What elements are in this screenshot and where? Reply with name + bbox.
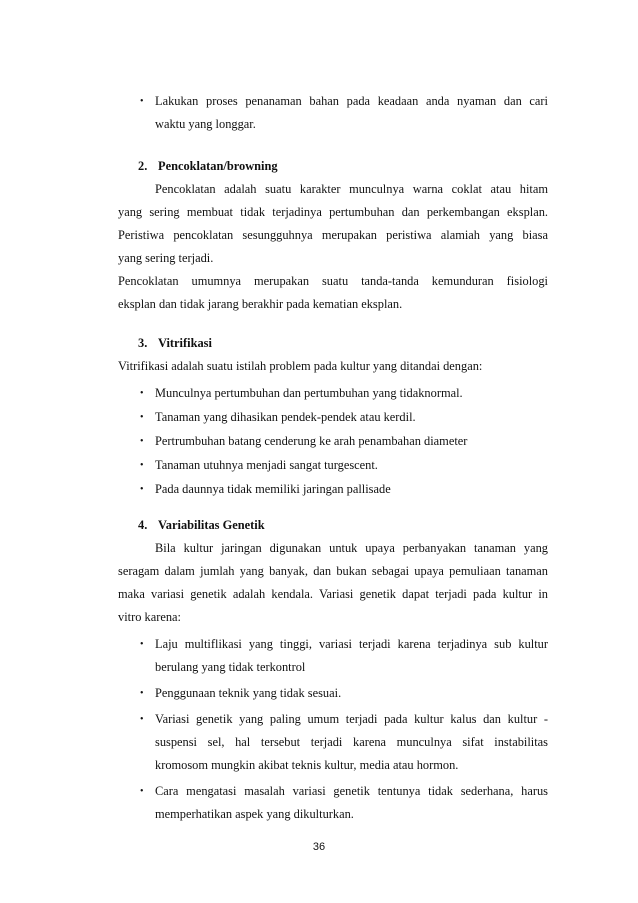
text-line: maka variasi genetik adalah kendala. Variasi genetik dapat terjadi pada kultur in (118, 587, 548, 601)
text-line: Bila kultur jaringan digunakan untuk upaya perbanyakan tanaman yang (155, 541, 548, 555)
text-line: berulang yang tidak terkontrol (155, 660, 306, 674)
text-line: Variasi genetik yang paling umum terjadi pada kultur kalus dan kultur - (155, 712, 548, 726)
bullet-glyph: • (140, 714, 144, 725)
section-2 (118, 155, 548, 316)
section-heading (118, 332, 548, 355)
bullet-glyph: • (140, 412, 144, 423)
section-number: 3. (138, 336, 148, 350)
text-line: Vitrifikasi adalah suatu istilah problem pada kultur yang ditandai dengan: (118, 359, 483, 373)
list-item (118, 780, 548, 826)
bullet-glyph: • (140, 639, 144, 650)
text-line: Laju multiflikasi yang tinggi, variasi terjadi karena terjadinya sub kultur (155, 637, 548, 651)
bullet-glyph: • (140, 96, 144, 107)
paragraph (118, 270, 548, 316)
list-item (118, 682, 548, 705)
text-line: eksplan dan tidak jarang berakhir pada kematian eksplan. (118, 297, 403, 311)
list-item (118, 382, 548, 406)
list-item (118, 708, 548, 777)
section-3 (118, 332, 548, 502)
text-line: memperhatikan aspek yang dikulturkan. (155, 807, 354, 821)
section-heading (118, 155, 548, 178)
text-line: seragam dalam jumlah yang banyak, dan bukan sebagai upaya pemuliaan tanaman (118, 564, 548, 578)
bullet-glyph: • (140, 460, 144, 471)
section-4 (118, 514, 548, 826)
text-line: waktu yang longgar. (155, 117, 256, 131)
text-line: Tanaman utuhnya menjadi sangat turgescent. (155, 458, 378, 472)
bullet-glyph: • (140, 388, 144, 399)
text-line: Pencoklatan adalah suatu karakter munculnya warna coklat atau hitam (155, 182, 548, 196)
page-number: 36 (312, 841, 326, 853)
text-line: yang sering membuat tidak terjadinya pertumbuhan dan perkembangan eksplan. (118, 205, 548, 219)
bullet-glyph: • (140, 786, 144, 797)
text-line: Pencoklatan umumnya merupakan suatu tanda-tanda kemunduran fisiologi (118, 274, 548, 288)
list-item (118, 406, 548, 430)
bullet-glyph: • (140, 484, 144, 495)
text-line: Penggunaan teknik yang tidak sesuai. (155, 686, 342, 700)
text-line: yang sering terjadi. (118, 251, 214, 265)
paragraph (118, 178, 548, 270)
list-item (118, 454, 548, 478)
list-item (118, 633, 548, 679)
section-heading (118, 514, 548, 537)
text-line: suspensi sel, hal tersebut terjadi karena munculnya sifat instabilitas (155, 735, 548, 749)
list-item (118, 478, 548, 502)
text-line: Tanaman yang dihasikan pendek-pendek atau kerdil. (155, 410, 416, 424)
paragraph (118, 537, 548, 629)
list-item (118, 430, 548, 454)
section-title: Variabilitas Genetik (158, 518, 265, 532)
section-number: 4. (138, 518, 148, 532)
bullet-list (118, 382, 548, 502)
bullet-glyph: • (140, 436, 144, 447)
section-title: Pencoklatan/browning (158, 159, 278, 173)
section-title: Vitrifikasi (158, 336, 212, 350)
text-line: Munculnya pertumbuhan dan pertumbuhan yang tidaknormal. (155, 386, 463, 400)
text-line: Lakukan proses penanaman bahan pada keadaan anda nyaman dan cari (155, 94, 548, 108)
text-line: vitro karena: (118, 610, 181, 624)
text-line: kromosom mungkin akibat teknis kultur, media atau hormon. (155, 758, 459, 772)
text-line: Peristiwa pencoklatan sesungguhnya merupakan peristiwa alamiah yang biasa (118, 228, 548, 242)
bullet-list (118, 633, 548, 826)
text-line: Cara mengatasi masalah variasi genetik tentunya tidak sederhana, harus (155, 784, 548, 798)
intro-bullet (118, 90, 548, 136)
text-line: Pertrumbuhan batang cenderung ke arah penambahan diameter (155, 434, 468, 448)
text-line: Pada daunnya tidak memiliki jaringan pallisade (155, 482, 391, 496)
section-number: 2. (138, 159, 148, 173)
bullet-glyph: • (140, 688, 144, 699)
